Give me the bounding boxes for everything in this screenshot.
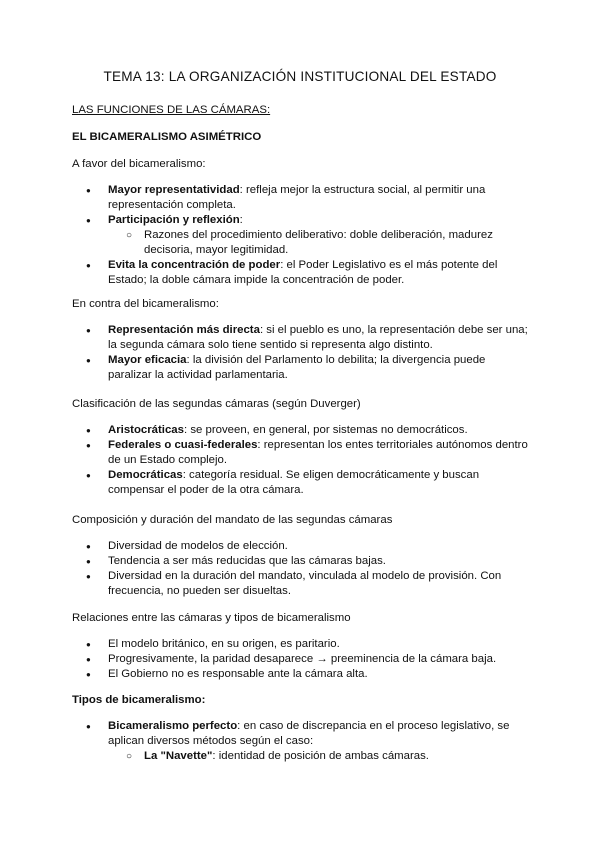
composicion-list <box>72 539 532 599</box>
sub-list <box>72 228 532 258</box>
list-item: ● Mayor eficacia: la división del Parlamento lo debilita; la divergencia puede paralizar la actividad parlamentaria. <box>72 353 532 383</box>
list-item: ● Evita la concentración de poder: el Poder Legislativo es el más potente del Estado; la doble cámara impide la concentración de poder. <box>72 258 532 288</box>
subheading: EL BICAMERALISMO ASIMÉTRICO <box>72 131 262 143</box>
list-item: ● Aristocráticas: se proveen, en general, por sistemas no democráticos. <box>72 423 532 438</box>
section-heading: LAS FUNCIONES DE LAS CÁMARAS: <box>72 104 271 116</box>
list-item: ● Tendencia a ser más reducidas que las cámaras bajas. <box>72 554 532 569</box>
list-item: ● Diversidad en la duración del mandato, vinculada al modelo de provisión. Con frecuencia, no pueden ser disueltas. <box>72 569 532 599</box>
relaciones-intro: Relaciones entre las cámaras y tipos de bicameralismo <box>72 612 351 624</box>
contra-intro: En contra del bicameralismo: <box>72 298 219 310</box>
sub-list-item: ○ Razones del procedimiento deliberativo: doble deliberación, madurez decisoria, mayor legitimidad. <box>72 228 532 258</box>
composicion-intro: Composición y duración del mandato de las segundas cámaras <box>72 514 393 526</box>
list-item: ● El Gobierno no es responsable ante la cámara alta. <box>72 667 532 682</box>
list-item: ● Democráticas: categoría residual. Se eligen democráticamente y buscan compensar el poder de la otra cámara. <box>72 468 532 498</box>
list-item: ● Bicameralismo perfecto: en caso de discrepancia en el proceso legislativo, se aplican diversos métodos según el caso: ○ La "Navette": identidad de posición de ambas cámaras. <box>72 719 532 764</box>
tipos-heading: Tipos de bicameralismo: <box>72 694 206 706</box>
list-item: ● El modelo británico, en su origen, es paritario. <box>72 637 532 652</box>
clasificacion-intro: Clasificación de las segundas cámaras (según Duverger) <box>72 398 361 410</box>
sub-list <box>72 749 532 764</box>
favor-list <box>72 183 532 288</box>
list-item: ● Diversidad de modelos de elección. <box>72 539 532 554</box>
page-title: TEMA 13: LA ORGANIZACIÓN INSTITUCIONAL DEL ESTADO <box>103 69 497 84</box>
list-item: ● Progresivamente, la paridad desaparece → preeminencia de la cámara baja. <box>72 652 532 667</box>
relaciones-list <box>72 637 532 682</box>
sub-list-item: ○ La "Navette": identidad de posición de ambas cámaras. <box>72 749 532 764</box>
clasificacion-list <box>72 423 532 498</box>
list-item: ● Representación más directa: si el pueblo es uno, la representación debe ser una; la segunda cámara solo tiene sentido si representa algo distinto. <box>72 323 532 353</box>
contra-list <box>72 323 532 383</box>
favor-intro: A favor del bicameralismo: <box>72 158 206 170</box>
list-item: ● Federales o cuasi-federales: representan los entes territoriales autónomos dentro de un Estado complejo. <box>72 438 532 468</box>
list-item: ● Participación y reflexión: ○ Razones del procedimiento deliberativo: doble deliberación, madurez decisoria, mayor legitimidad. <box>72 213 532 258</box>
tipos-list <box>72 719 532 764</box>
list-item: ● Mayor representatividad: refleja mejor la estructura social, al permitir una representación completa. <box>72 183 532 213</box>
